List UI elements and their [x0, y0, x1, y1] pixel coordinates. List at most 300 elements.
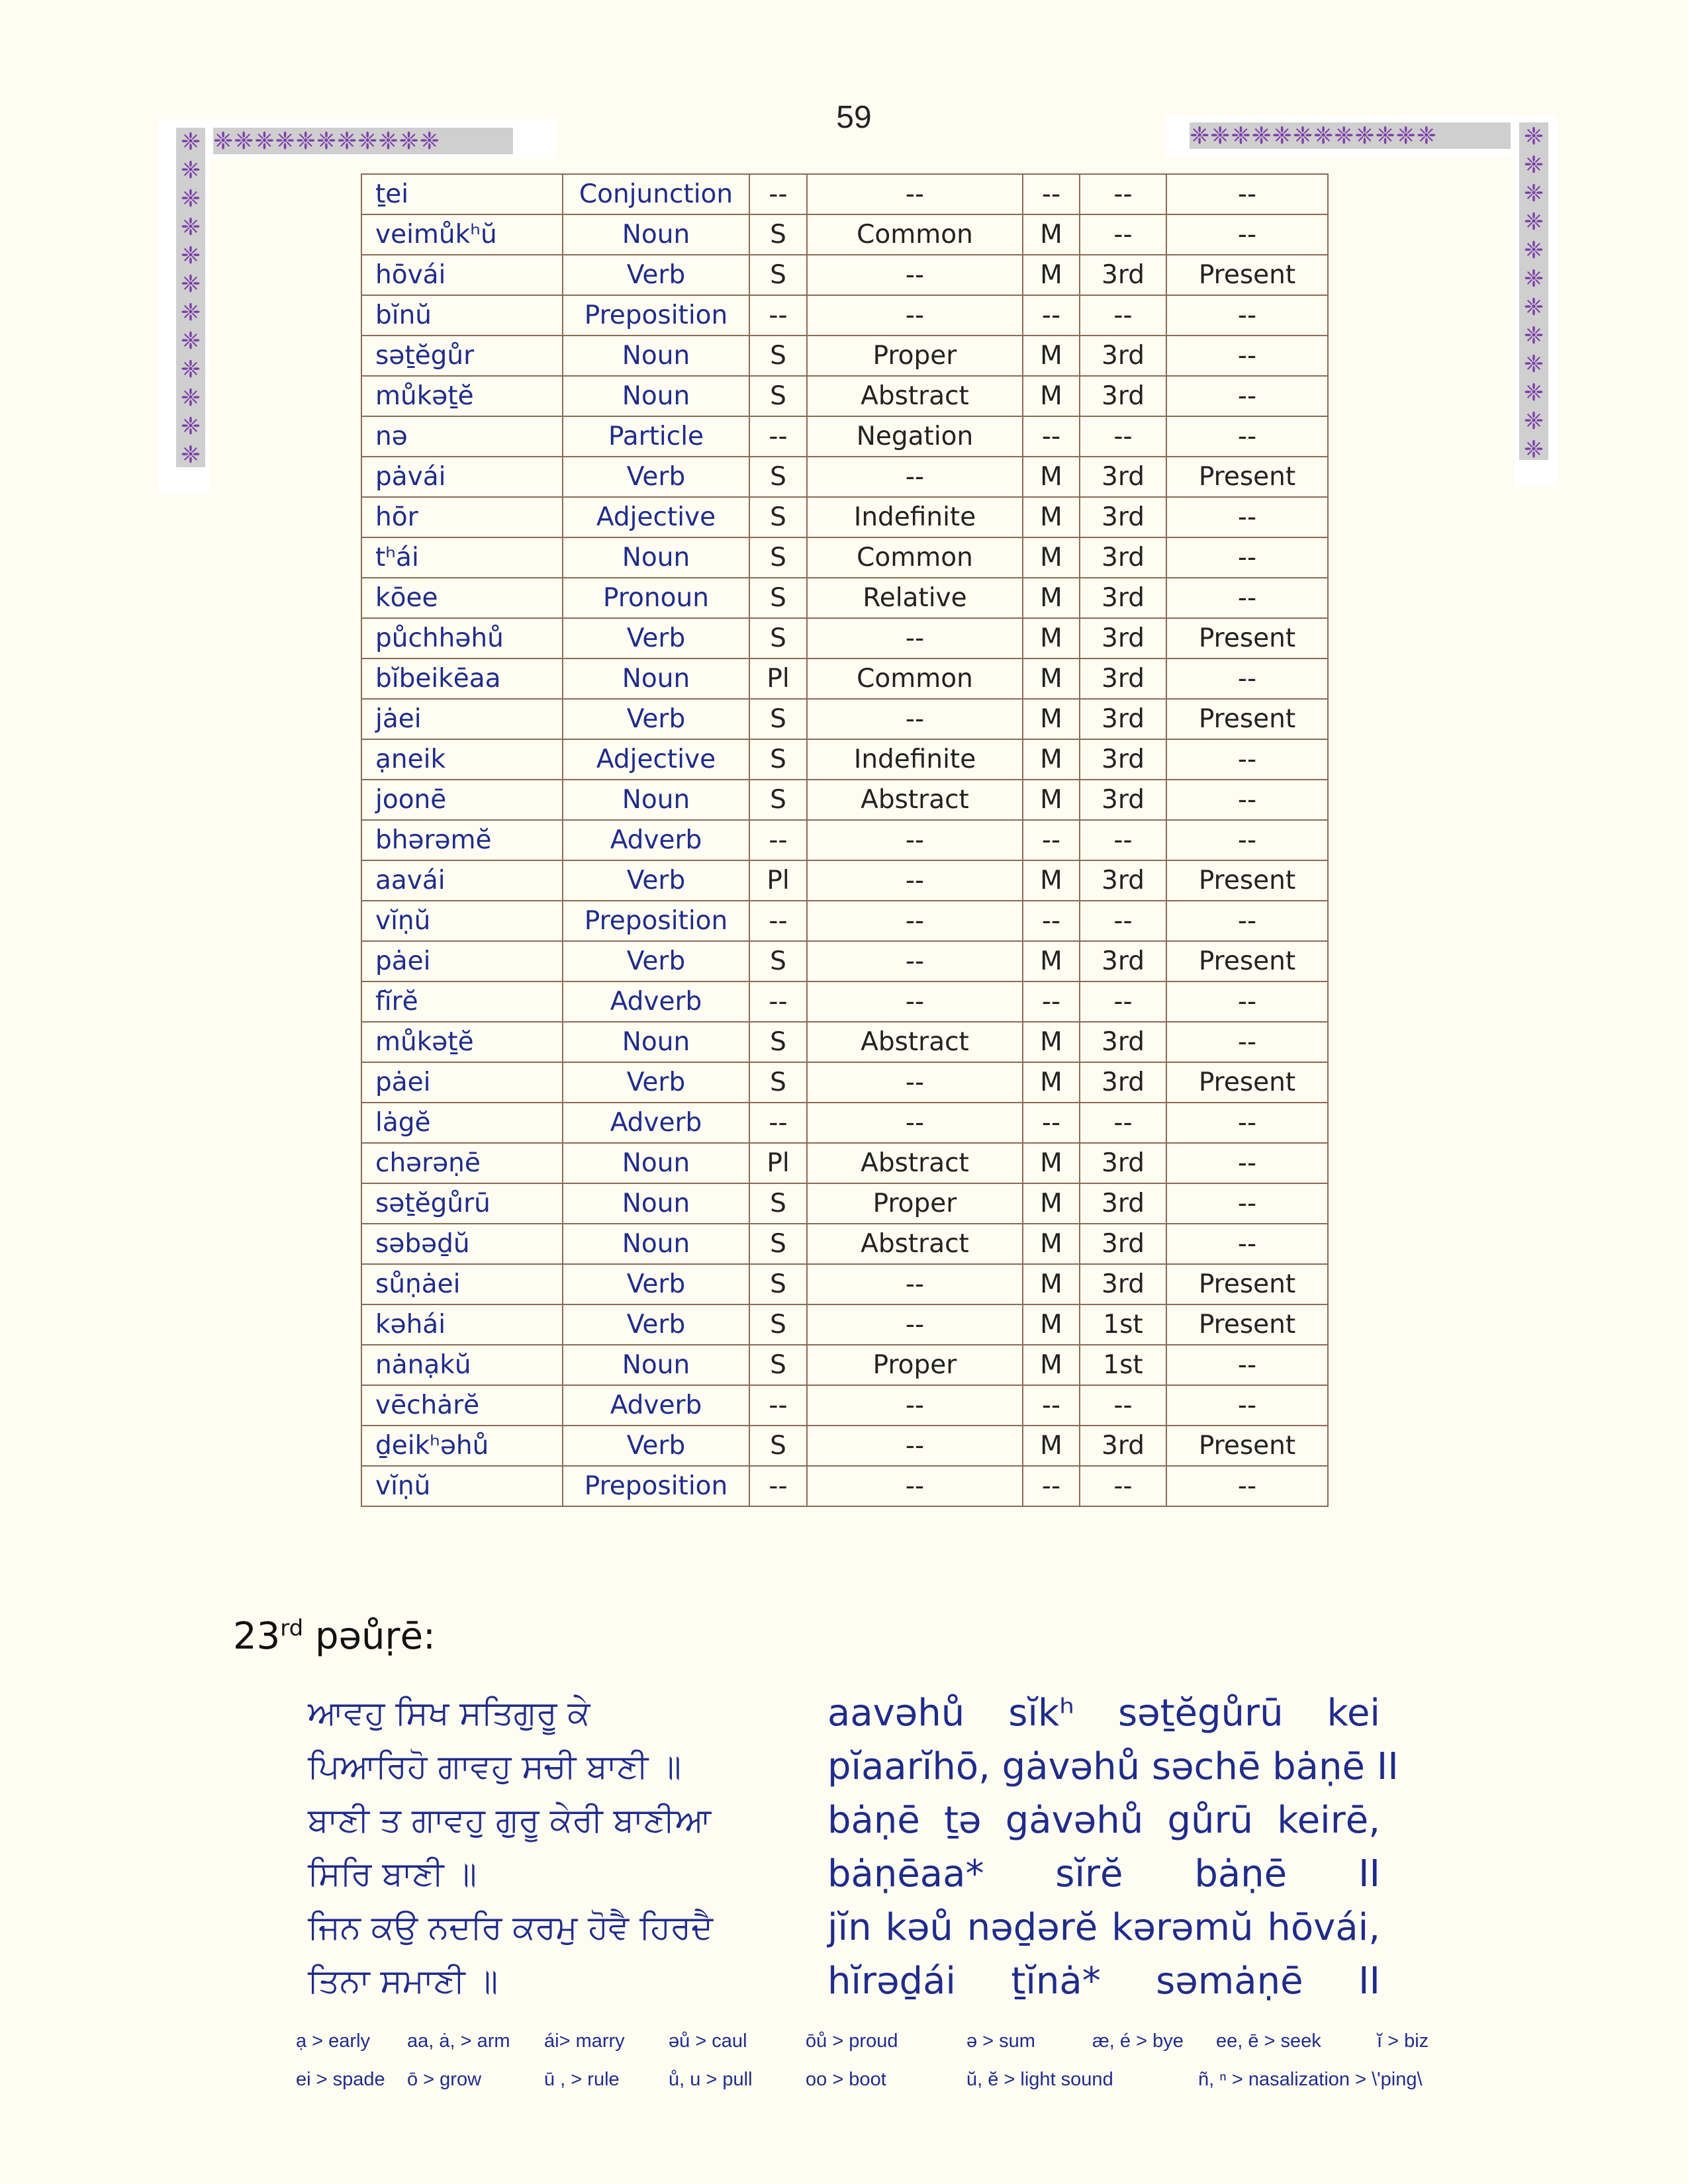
cell-number: S: [749, 457, 807, 497]
cell-type: --: [807, 1466, 1023, 1506]
cell-type: --: [807, 618, 1023, 659]
cell-gender: M: [1023, 1224, 1080, 1264]
cell-type: --: [807, 1304, 1023, 1345]
cell-gender: M: [1023, 457, 1080, 497]
transliteration-line: pĭaarĭhō, gȧvəhů səchē bȧṇē II: [827, 1745, 1399, 1788]
cell-word: fĭrĕ: [361, 981, 563, 1022]
cell-number: S: [749, 537, 807, 578]
cell-part-of-speech: Adjective: [563, 497, 749, 537]
cell-tense: --: [1166, 1385, 1328, 1426]
cell-person: --: [1080, 1385, 1166, 1426]
cell-person: 1st: [1080, 1345, 1166, 1385]
table-row: [361, 1426, 1328, 1466]
cell-word: pȧvái: [361, 457, 563, 497]
cell-type: Common: [807, 214, 1023, 255]
table-row: [361, 981, 1328, 1022]
cell-person: 3rd: [1080, 376, 1166, 416]
cell-part-of-speech: Noun: [563, 537, 749, 578]
cell-tense: --: [1166, 295, 1328, 336]
cell-type: Common: [807, 659, 1023, 699]
cell-gender: M: [1023, 739, 1080, 780]
table-row: [361, 618, 1328, 659]
table-row: [361, 174, 1328, 214]
cell-gender: M: [1023, 1264, 1080, 1304]
cell-type: --: [807, 820, 1023, 860]
cell-type: --: [807, 699, 1023, 739]
cell-part-of-speech: Verb: [563, 1426, 749, 1466]
ornament-icon: ❈: [1523, 237, 1544, 264]
table-row: [361, 820, 1328, 860]
cell-part-of-speech: Adjective: [563, 739, 749, 780]
cell-number: --: [749, 295, 807, 336]
cell-number: --: [749, 1103, 807, 1143]
cell-type: --: [807, 295, 1023, 336]
table-row: [361, 1022, 1328, 1062]
cell-gender: M: [1023, 497, 1080, 537]
table-row: [361, 336, 1328, 376]
cell-number: S: [749, 255, 807, 295]
table-row: [361, 901, 1328, 941]
cell-person: 3rd: [1080, 659, 1166, 699]
cell-gender: --: [1023, 1466, 1080, 1506]
cell-part-of-speech: Adverb: [563, 981, 749, 1022]
key-item: ə > sum: [966, 2030, 1035, 2052]
cell-part-of-speech: Noun: [563, 1143, 749, 1183]
table-row: [361, 739, 1328, 780]
cell-part-of-speech: Preposition: [563, 1466, 749, 1506]
ornament-icon: ❈: [180, 157, 201, 184]
cell-gender: M: [1023, 618, 1080, 659]
key-item: ee, ē > seek: [1216, 2030, 1321, 2052]
cell-gender: M: [1023, 1143, 1080, 1183]
ornament-icon: ❈: [180, 299, 201, 326]
table-row: [361, 780, 1328, 820]
cell-person: 3rd: [1080, 860, 1166, 901]
ornament-icon: ❈: [1523, 322, 1544, 349]
cell-tense: Present: [1166, 1304, 1328, 1345]
key-item: ñ, ⁿ > nasalization > \'ping\: [1198, 2069, 1423, 2090]
cell-type: Abstract: [807, 1224, 1023, 1264]
cell-person: 3rd: [1080, 537, 1166, 578]
table-row: [361, 1183, 1328, 1224]
cell-person: 3rd: [1080, 1062, 1166, 1103]
cell-gender: M: [1023, 1345, 1080, 1385]
table-row: [361, 1062, 1328, 1103]
cell-tense: --: [1166, 1345, 1328, 1385]
table-row: [361, 1103, 1328, 1143]
key-item: æ, é > bye: [1092, 2030, 1184, 2052]
cell-part-of-speech: Verb: [563, 1304, 749, 1345]
ornament-icon: ❈: [180, 328, 201, 355]
cell-part-of-speech: Conjunction: [563, 174, 749, 214]
cell-part-of-speech: Noun: [563, 1345, 749, 1385]
table-row: [361, 1264, 1328, 1304]
cell-number: S: [749, 618, 807, 659]
cell-number: S: [749, 1426, 807, 1466]
cell-number: S: [749, 739, 807, 780]
cell-tense: --: [1166, 336, 1328, 376]
cell-part-of-speech: Verb: [563, 1264, 749, 1304]
cell-person: 3rd: [1080, 699, 1166, 739]
cell-person: --: [1080, 901, 1166, 941]
pronunciation-key-row-2: [296, 2069, 1448, 2107]
cell-word: jȧei: [361, 699, 563, 739]
section-name: pəůṛē:: [315, 1615, 436, 1658]
cell-gender: --: [1023, 981, 1080, 1022]
cell-type: --: [807, 941, 1023, 981]
cell-person: 3rd: [1080, 941, 1166, 981]
cell-tense: --: [1166, 981, 1328, 1022]
cell-tense: --: [1166, 497, 1328, 537]
gurmukhi-line: ਜਿਨ ਕਉ ਨਦਰਿ ਕਰਮੁ ਹੋਵੈ ਹਿਰਦੈ: [308, 1908, 714, 1946]
cell-word: ḏeikʰəhů: [361, 1426, 563, 1466]
cell-word: veimůkʰŭ: [361, 214, 563, 255]
ornament-icon: ❈: [1523, 265, 1544, 293]
cell-part-of-speech: Noun: [563, 1224, 749, 1264]
cell-tense: --: [1166, 376, 1328, 416]
cell-person: 3rd: [1080, 336, 1166, 376]
cell-number: --: [749, 1385, 807, 1426]
table-row: [361, 376, 1328, 416]
cell-person: 3rd: [1080, 1426, 1166, 1466]
cell-word: hōvái: [361, 255, 563, 295]
table-row: [361, 537, 1328, 578]
cell-part-of-speech: Verb: [563, 941, 749, 981]
table-row: [361, 941, 1328, 981]
key-item: əů > caul: [669, 2030, 747, 2052]
cell-word: sůṇȧei: [361, 1264, 563, 1304]
cell-part-of-speech: Verb: [563, 457, 749, 497]
cell-person: 3rd: [1080, 1022, 1166, 1062]
cell-tense: Present: [1166, 457, 1328, 497]
cell-gender: M: [1023, 214, 1080, 255]
cell-type: Abstract: [807, 780, 1023, 820]
table-row: [361, 1345, 1328, 1385]
cell-number: --: [749, 174, 807, 214]
cell-type: --: [807, 1062, 1023, 1103]
cell-tense: --: [1166, 537, 1328, 578]
cell-gender: M: [1023, 860, 1080, 901]
cell-part-of-speech: Verb: [563, 699, 749, 739]
cell-number: S: [749, 336, 807, 376]
cell-person: --: [1080, 820, 1166, 860]
cell-tense: --: [1166, 739, 1328, 780]
cell-person: --: [1080, 981, 1166, 1022]
cell-word: bĭnŭ: [361, 295, 563, 336]
cell-tense: --: [1166, 659, 1328, 699]
cell-gender: --: [1023, 174, 1080, 214]
cell-gender: M: [1023, 578, 1080, 618]
cell-part-of-speech: Particle: [563, 416, 749, 457]
transliteration-line: jĭn kəů nəḏərĕ kərəmŭ hōvái,: [827, 1906, 1380, 1949]
cell-tense: --: [1166, 416, 1328, 457]
ornament-icon: ❈: [1523, 379, 1544, 406]
cell-part-of-speech: Adverb: [563, 1385, 749, 1426]
key-item: ei > spade: [296, 2069, 385, 2090]
cell-tense: Present: [1166, 1264, 1328, 1304]
key-item: ō > grow: [407, 2069, 482, 2090]
cell-word: vĭṇŭ: [361, 1466, 563, 1506]
cell-word: můkəṯĕ: [361, 376, 563, 416]
ornament-icon: ❈: [1523, 294, 1544, 321]
cell-person: 1st: [1080, 1304, 1166, 1345]
cell-gender: M: [1023, 780, 1080, 820]
cell-gender: --: [1023, 1103, 1080, 1143]
cell-person: --: [1080, 214, 1166, 255]
cell-word: nȧnạkŭ: [361, 1345, 563, 1385]
table-row: [361, 457, 1328, 497]
cell-gender: M: [1023, 1062, 1080, 1103]
cell-gender: M: [1023, 376, 1080, 416]
ornament-icon: ❈: [180, 441, 201, 467]
cell-gender: --: [1023, 1385, 1080, 1426]
ornament-icon: ❈: [180, 242, 201, 269]
cell-number: S: [749, 497, 807, 537]
cell-gender: M: [1023, 537, 1080, 578]
cell-person: --: [1080, 1103, 1166, 1143]
cell-number: --: [749, 981, 807, 1022]
ornament-border-top-left: ❈❈❈❈❈❈❈❈❈❈❈: [213, 128, 513, 154]
cell-number: S: [749, 1304, 807, 1345]
cell-gender: M: [1023, 659, 1080, 699]
cell-part-of-speech: Noun: [563, 780, 749, 820]
table-row: [361, 1304, 1328, 1345]
cell-person: 3rd: [1080, 1183, 1166, 1224]
pronunciation-key: [296, 2030, 1448, 2107]
cell-number: S: [749, 699, 807, 739]
cell-word: hōr: [361, 497, 563, 537]
key-item: ōů > proud: [806, 2030, 898, 2052]
cell-gender: M: [1023, 941, 1080, 981]
cell-type: --: [807, 1385, 1023, 1426]
cell-word: aavái: [361, 860, 563, 901]
cell-type: Proper: [807, 1345, 1023, 1385]
cell-number: S: [749, 1264, 807, 1304]
table-row: [361, 578, 1328, 618]
pronunciation-key-row-1: [296, 2030, 1448, 2069]
ornament-border-right: [1519, 122, 1548, 460]
gurmukhi-line: ਬਾਣੀ ਤ ਗਾਵਹੁ ਗੁਰੂ ਕੇਰੀ ਬਾਣੀਆ: [308, 1801, 712, 1839]
ornament-icon: ❈: [1523, 436, 1544, 460]
cell-tense: Present: [1166, 699, 1328, 739]
cell-person: 3rd: [1080, 1143, 1166, 1183]
cell-word: vĭṇŭ: [361, 901, 563, 941]
cell-number: Pl: [749, 1143, 807, 1183]
cell-number: S: [749, 214, 807, 255]
cell-person: 3rd: [1080, 618, 1166, 659]
ornament-icon: ❈: [180, 271, 201, 298]
ornament-icon: ❈: [1523, 123, 1544, 150]
cell-word: bĭbeikēaa: [361, 659, 563, 699]
cell-type: --: [807, 174, 1023, 214]
cell-number: S: [749, 376, 807, 416]
transliteration-line: bȧṇē ṯə gȧvəhů gůrū keirē,: [827, 1799, 1380, 1842]
table-row: [361, 860, 1328, 901]
cell-tense: Present: [1166, 860, 1328, 901]
cell-word: kəhái: [361, 1304, 563, 1345]
gurmukhi-line: ਪਿਆਰਿਹੋ ਗਾਵਹੁ ਸਚੀ ਬਾਣੀ ॥: [308, 1747, 682, 1786]
table-row: [361, 214, 1328, 255]
cell-word: půchhəhů: [361, 618, 563, 659]
gurmukhi-line: ਸਿਰਿ ਬਾਣੀ ॥: [308, 1854, 477, 1893]
cell-type: Proper: [807, 336, 1023, 376]
grammar-table: [361, 173, 1329, 1507]
transliteration-verse: [827, 1686, 1399, 2008]
cell-gender: M: [1023, 1183, 1080, 1224]
table-row: [361, 1466, 1328, 1506]
cell-gender: --: [1023, 416, 1080, 457]
ornament-icon: ❈: [180, 413, 201, 440]
cell-tense: Present: [1166, 1426, 1328, 1466]
cell-word: ạneik: [361, 739, 563, 780]
table-row: [361, 1224, 1328, 1264]
cell-part-of-speech: Verb: [563, 618, 749, 659]
section-number: 23: [233, 1615, 281, 1658]
cell-tense: --: [1166, 214, 1328, 255]
cell-tense: --: [1166, 1103, 1328, 1143]
cell-person: 3rd: [1080, 255, 1166, 295]
cell-part-of-speech: Preposition: [563, 901, 749, 941]
table-row: [361, 295, 1328, 336]
ornament-icon: ❈: [1523, 351, 1544, 378]
cell-word: lȧgĕ: [361, 1103, 563, 1143]
cell-word: joonē: [361, 780, 563, 820]
key-item: ĭ > biz: [1377, 2030, 1429, 2052]
cell-part-of-speech: Noun: [563, 336, 749, 376]
cell-person: --: [1080, 295, 1166, 336]
cell-type: Proper: [807, 1183, 1023, 1224]
cell-number: Pl: [749, 860, 807, 901]
cell-person: 3rd: [1080, 457, 1166, 497]
cell-gender: --: [1023, 820, 1080, 860]
section-number-suffix: rd: [280, 1615, 304, 1642]
cell-tense: Present: [1166, 255, 1328, 295]
gurmukhi-line: ਤਿਨਾ ਸਮਾਣੀ ॥: [308, 1962, 498, 2000]
cell-type: Relative: [807, 578, 1023, 618]
cell-tense: Present: [1166, 941, 1328, 981]
ornament-icon: ❈: [180, 185, 201, 212]
cell-tense: --: [1166, 1183, 1328, 1224]
table-row: [361, 1385, 1328, 1426]
key-item: ạ > early: [296, 2030, 371, 2052]
gurmukhi-line: ਆਵਹੁ ਸਿਖ ਸਤਿਗੁਰੂ ਕੇ: [308, 1694, 590, 1732]
cell-gender: M: [1023, 255, 1080, 295]
cell-type: --: [807, 1103, 1023, 1143]
cell-number: S: [749, 1183, 807, 1224]
cell-word: səṯĕgůr: [361, 336, 563, 376]
cell-tense: --: [1166, 1143, 1328, 1183]
cell-part-of-speech: Verb: [563, 860, 749, 901]
cell-tense: --: [1166, 1022, 1328, 1062]
table-row: [361, 497, 1328, 537]
cell-part-of-speech: Verb: [563, 1062, 749, 1103]
cell-gender: M: [1023, 699, 1080, 739]
cell-gender: M: [1023, 336, 1080, 376]
cell-person: 3rd: [1080, 1264, 1166, 1304]
cell-word: ṯei: [361, 174, 563, 214]
cell-type: --: [807, 981, 1023, 1022]
cell-person: 3rd: [1080, 578, 1166, 618]
cell-part-of-speech: Preposition: [563, 295, 749, 336]
key-item: ái> marry: [544, 2030, 625, 2052]
cell-number: --: [749, 901, 807, 941]
cell-type: Abstract: [807, 1022, 1023, 1062]
cell-tense: --: [1166, 1224, 1328, 1264]
ornament-border-top-right: ❈❈❈❈❈❈❈❈❈❈❈❈: [1190, 122, 1511, 149]
cell-gender: M: [1023, 1022, 1080, 1062]
cell-part-of-speech: Adverb: [563, 820, 749, 860]
cell-type: --: [807, 860, 1023, 901]
cell-type: --: [807, 901, 1023, 941]
cell-number: --: [749, 820, 807, 860]
cell-part-of-speech: Adverb: [563, 1103, 749, 1143]
cell-part-of-speech: Noun: [563, 1183, 749, 1224]
cell-type: --: [807, 457, 1023, 497]
cell-gender: M: [1023, 1426, 1080, 1466]
cell-word: səṯĕgůrū: [361, 1183, 563, 1224]
cell-number: S: [749, 578, 807, 618]
cell-number: S: [749, 1224, 807, 1264]
page-number: 59: [836, 100, 872, 135]
key-item: ū , > rule: [544, 2069, 620, 2090]
key-item: oo > boot: [806, 2069, 886, 2090]
ornament-icon: ❈: [1523, 152, 1544, 179]
cell-word: tʰái: [361, 537, 563, 578]
cell-person: 3rd: [1080, 780, 1166, 820]
cell-word: kōee: [361, 578, 563, 618]
cell-gender: --: [1023, 901, 1080, 941]
cell-person: --: [1080, 416, 1166, 457]
cell-number: S: [749, 1022, 807, 1062]
ornament-border-left: [176, 128, 205, 467]
cell-tense: --: [1166, 578, 1328, 618]
ornament-icon: ❈: [1523, 208, 1544, 236]
cell-word: səbəḏŭ: [361, 1224, 563, 1264]
cell-type: Common: [807, 537, 1023, 578]
cell-part-of-speech: Noun: [563, 1022, 749, 1062]
cell-tense: --: [1166, 1466, 1328, 1506]
cell-gender: M: [1023, 1304, 1080, 1345]
key-item: aa, ȧ, > arm: [407, 2030, 510, 2052]
cell-part-of-speech: Noun: [563, 376, 749, 416]
cell-number: Pl: [749, 659, 807, 699]
ornament-icon: ❈: [180, 385, 201, 412]
cell-word: vēchȧrĕ: [361, 1385, 563, 1426]
cell-number: S: [749, 941, 807, 981]
cell-part-of-speech: Pronoun: [563, 578, 749, 618]
cell-part-of-speech: Noun: [563, 214, 749, 255]
cell-type: --: [807, 255, 1023, 295]
cell-type: Indefinite: [807, 497, 1023, 537]
cell-type: Indefinite: [807, 739, 1023, 780]
table-row: [361, 659, 1328, 699]
cell-word: chərəṇē: [361, 1143, 563, 1183]
cell-type: --: [807, 1426, 1023, 1466]
cell-tense: Present: [1166, 1062, 1328, 1103]
cell-type: Abstract: [807, 376, 1023, 416]
cell-number: S: [749, 780, 807, 820]
ornament-icon: ❈: [180, 214, 201, 241]
cell-person: 3rd: [1080, 1224, 1166, 1264]
ornament-icon: ❈: [180, 128, 201, 156]
table-row: [361, 699, 1328, 739]
section-title: [233, 1615, 436, 1658]
cell-number: --: [749, 416, 807, 457]
cell-type: Negation: [807, 416, 1023, 457]
table-row: [361, 416, 1328, 457]
cell-number: --: [749, 1466, 807, 1506]
cell-tense: --: [1166, 780, 1328, 820]
